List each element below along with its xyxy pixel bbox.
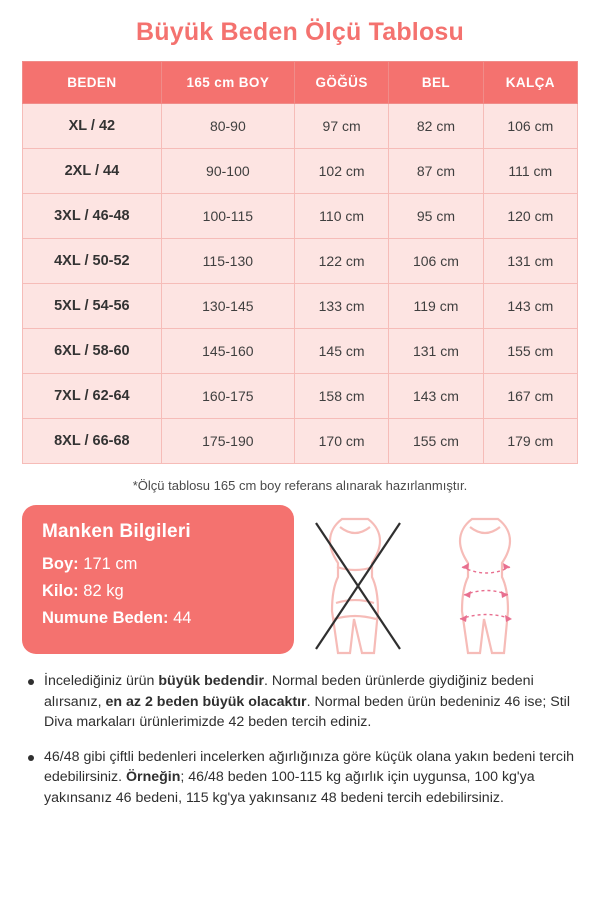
table-cell-value: 122 cm [294, 239, 388, 284]
bullet-dot-icon [28, 755, 34, 761]
emphasis-text: Örneğin [126, 769, 181, 786]
table-row [23, 374, 578, 419]
table-cell-value: 179 cm [483, 419, 577, 464]
column-header-kalca: KALÇA [483, 62, 577, 104]
model-info-numune-value: 44 [173, 609, 192, 627]
body-text: . Normal beden ürünlerde giydiğiniz bedeni alırsanız, [44, 673, 534, 710]
table-cell-size: 8XL / 66-68 [23, 419, 162, 464]
table-cell-value: 102 cm [294, 149, 388, 194]
table-cell-value: 82 cm [389, 104, 483, 149]
table-cell-size: 4XL / 50-52 [23, 239, 162, 284]
column-header-gogus: GÖĞÜS [294, 62, 388, 104]
table-cell-value: 131 cm [483, 239, 577, 284]
model-info-numune-label: Numune Beden [42, 609, 164, 627]
table-cell-value: 145 cm [294, 329, 388, 374]
table-cell-value: 155 cm [483, 329, 577, 374]
table-cell-value: 120 cm [483, 194, 577, 239]
table-cell-size: XL / 42 [23, 104, 162, 149]
page-title: Büyük Beden Ölçü Tablosu [136, 18, 464, 46]
table-cell-size: 2XL / 44 [23, 149, 162, 194]
table-cell-value: 110 cm [294, 194, 388, 239]
wrong-measure-figure [330, 519, 380, 653]
table-cell-size: 5XL / 54-56 [23, 284, 162, 329]
table-row [23, 194, 578, 239]
correct-measure-figure [460, 519, 510, 653]
body-text: 46/48 gibi çiftli bedenleri incelerken ağırlığınıza göre küçük olana yakın bedeni tercih edebilirsiniz. [44, 748, 574, 786]
table-cell-value: 143 cm [483, 284, 577, 329]
model-info-card [22, 505, 294, 654]
table-cell-value: 170 cm [294, 419, 388, 464]
list-item-text [44, 671, 574, 733]
table-cell-value: 115-130 [161, 239, 294, 284]
model-info-kilo [42, 582, 276, 601]
list-item [28, 747, 574, 809]
list-item-text [44, 747, 574, 809]
table-row [23, 419, 578, 464]
emphasis-text: en az 2 beden büyük olacaktır [105, 693, 307, 710]
table-cell-value: 145-160 [161, 329, 294, 374]
bullet-dot-icon [28, 679, 34, 685]
table-cell-value: 90-100 [161, 149, 294, 194]
model-info-numune-sep: : [163, 609, 174, 627]
model-info-boy-value: 171 cm [83, 555, 138, 573]
table-row [23, 239, 578, 284]
table-cell-value: 130-145 [161, 284, 294, 329]
table-row [23, 329, 578, 374]
table-row [23, 149, 578, 194]
model-info-boy [42, 555, 276, 574]
column-header-boy: 165 cm BOY [161, 62, 294, 104]
table-cell-value: 119 cm [389, 284, 483, 329]
column-header-beden: BEDEN [23, 62, 162, 104]
measurement-illustrations [304, 507, 554, 657]
table-cell-value: 106 cm [389, 239, 483, 284]
model-info-heading: Manken Bilgileri [42, 521, 191, 542]
table-cell-value: 95 cm [389, 194, 483, 239]
table-cell-value: 143 cm [389, 374, 483, 419]
table-cell-value: 97 cm [294, 104, 388, 149]
body-text: ; 46/48 beden 100-115 kg ağırlık için uygunsa, 100 kg'ya yakınsanız 46 bedeni, 115 kg'ya yakınsanız 48 bedeni tercih edebilirsiniz. [44, 769, 535, 806]
emphasis-text: büyük bedendir [158, 673, 264, 689]
table-cell-value: 87 cm [389, 149, 483, 194]
table-cell-value: 160-175 [161, 374, 294, 419]
body-text: . Normal beden ürün bedeniniz 46 ise; Stil Diva markaları ürünlerimizde 42 beden tercih ediniz. [44, 693, 570, 731]
table-cell-value: 106 cm [483, 104, 577, 149]
table-cell-value: 131 cm [389, 329, 483, 374]
table-cell-size: 3XL / 46-48 [23, 194, 162, 239]
table-cell-value: 80-90 [161, 104, 294, 149]
model-info-boy-label: Boy [42, 555, 74, 573]
table-cell-value: 175-190 [161, 419, 294, 464]
list-item [28, 671, 574, 733]
table-row [23, 284, 578, 329]
model-info-kilo-value: 82 kg [83, 582, 124, 600]
table-cell-value: 158 cm [294, 374, 388, 419]
wrong-cross-icon [316, 523, 400, 649]
model-info-boy-sep: : [73, 555, 84, 573]
model-info-numune-beden [42, 609, 276, 628]
table-cell-value: 155 cm [389, 419, 483, 464]
table-row [23, 104, 578, 149]
model-info-section [22, 505, 578, 657]
model-info-kilo-sep: : [73, 582, 84, 600]
body-measurement-diagram [304, 507, 554, 657]
table-cell-size: 6XL / 58-60 [23, 329, 162, 374]
table-cell-value: 167 cm [483, 374, 577, 419]
size-table [22, 61, 578, 464]
notes-list [22, 671, 578, 809]
table-cell-value: 111 cm [483, 149, 577, 194]
body-text: İncelediğiniz ürün [44, 673, 159, 689]
table-cell-value: 100-115 [161, 194, 294, 239]
column-header-bel: BEL [389, 62, 483, 104]
table-footnote: *Ölçü tablosu 165 cm boy referans alınarak hazırlanmıştır. [132, 478, 468, 493]
model-info-kilo-label: Kilo [42, 582, 74, 600]
table-cell-value: 133 cm [294, 284, 388, 329]
table-cell-size: 7XL / 62-64 [23, 374, 162, 419]
table-header-row [23, 62, 578, 104]
